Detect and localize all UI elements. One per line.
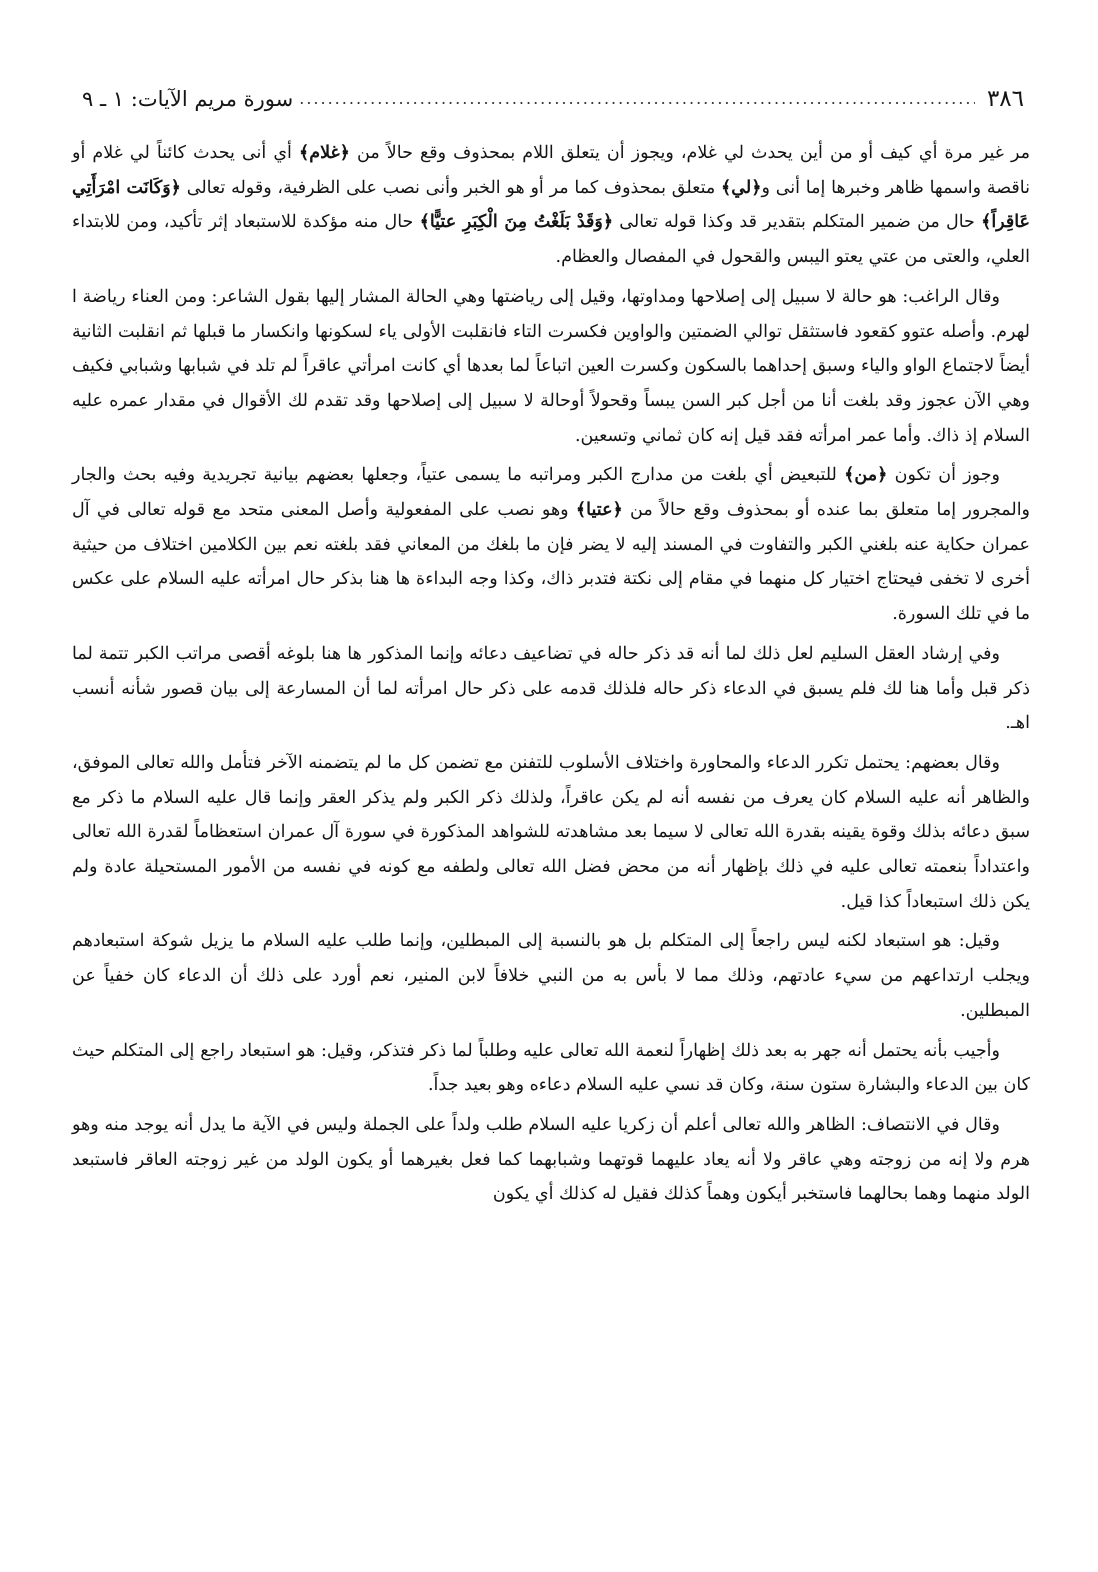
text-run: متعلق بمحذوف كما مر أو هو الخبر وأنى نصب على الظرفية، وقوله تعالى [180,177,722,198]
text-run: وقال بعضهم: يحتمل تكرر الدعاء والمحاورة واختلاف الأسلوب للتفنن مع تضمن كل ما لم يتضمنه الآخر فتأمل والله تعالى الموفق، والظاهر أنه عليه السلام كان يعرف من نفسه أنه لم يكن عاقراً، ولذلك ذكر الكبر ولم يذكر العقر وإنما قال عليه السلام ما ذكر مع سبق دعائه بذلك وقوة يقينه بقدرة الله تعالى لا سيما بعد مشاهدته للشواهد المذكورة في سورة آل عمران استعظاماً لقدرة الله تعالى واعتداداً بنعمته تعالى عليه في ذلك بإظهار أنه من محض فضل الله تعالى ولطفه مع كونه في نفسه من الأمور المستحيلة عادة ولم يكن ذلك استبعاداً كذا قيل. [72,752,1030,912]
text-run: للتبعيض أي بلغت من مدارج الكبر ومراتبه ما يسمى عتياً، وجعلها بعضهم بيانية تجريدية وفيه بحث والجار والمجرور إما متعلق بما عنده أو بمحذوف وقع حالاً من [72,465,1031,521]
paragraph-6 [72,924,1030,1028]
quran-quote: ﴿وَقَدْ بَلَغْتُ مِنَ الْكِبَرِ عتيًّا﴾ [419,212,614,233]
text-run: أي أنى يحدث كائناً لي غلام أو ناقصة واسمها ظاهر وخبرها إما أنى و [72,143,1030,198]
text-run: وقيل: هو استبعاد لكنه ليس راجعاً إلى المتكلم بل هو بالنسبة إلى المبطلين، وإنما طلب عليه السلام ما يزيل شوكة استبعادهم ويجلب ارتداعهم من سيء عادتهم، وذلك مما لا بأس به من النبي خلافاً لابن المنير، نعم أورد على ذلك أن الدعاء كان خفياً عن المبطلين. [72,931,1030,1021]
chapter-title: سورة مريم الآيات: ١ ـ ٩ [82,87,294,111]
text-run: وقال الراغب: هو حالة لا سبيل إلى إصلاحها ومداوتها، وقيل إلى رياضتها وهي الحالة المشار إليها بقول الشاعر: ومن العناء رياضة ا لهرم. وأصله عتوو كقعود فاستثقل توالي الضمتين والواوين فكسرت التاء فانقلبت الأولى ياء لسكونها وانكسار ما قبلها ثم انقلبت الثانية أيضاً لاجتماع الواو والياء وسبق إحداهما بالسكون وكسرت العين اتباعاً لما بعدها أي كانت امرأتي عاقراً لم تلد في شبابها وشبابي فكيف وهي الآن عجوز وقد بلغت أنا من أجل كبر السن يبساً وقحولاً أوحالة لا سبيل إلى إصلاحها وقد تقدم لك الأقوال في مقدار عمره عليه السلام إذ ذاك. وأما عمر امرأته فقد قيل إنه كان ثماني وتسعين. [72,286,1030,446]
text-run: وفي إرشاد العقل السليم لعل ذلك لما أنه قد ذكر حاله في تضاعيف دعائه وإنما المذكور ها هنا بلوغه أقصى مراتب الكبر تتمة لما ذكر قبل وأما هنا لك فلم يسبق في الدعاء ذكر حاله فلذلك قدمه على ذكر حال امرأته لما أن المسارعة إلى بيان قصور شأنه أنسب اهـ. [72,643,1030,734]
quran-quote: ﴿غلام﴾ [299,143,350,163]
running-head [82,82,1024,116]
text-run: وقال في الانتصاف: الظاهر والله تعالى أعلم أن زكريا عليه السلام طلب ولداً على الجملة وليس في الآية ما يدل أنه يوجد منه وهو هرم ولا إنه من زوجته وهي عاقر ولا أنه يعاد عليهما قوتهما وشبابهما كما فعل بغيرهما أو يكون الولد من غير زوجته العاقر فاستبعد الولد منهما وهما بحالهما فاستخبر أيكون وهماً كذلك فقيل له كذلك أي يكون [72,1114,1030,1205]
text-run: وجوز أن تكون [887,465,1000,486]
paragraph-3 [72,458,1030,632]
text-run: حال منه مؤكدة للاستبعاد إثر تأكيد، ومن للابتداء العلي، والعتى من عتي يعتو اليبس والقحول في المفصال والعظام. [72,212,1030,268]
text-run: حال من ضمير المتكلم بتقدير قد وكذا قوله تعالى [613,212,982,233]
text-run: وأجيب بأنه يحتمل أنه جهر به بعد ذلك إظهاراً لنعمة الله تعالى عليه وطلباً لما ذكر فتذكر، وقيل: هو استبعاد راجع إلى المتكلم حيث كان بين الدعاء والبشارة ستون سنة، وكان قد نسي عليه السلام دعاءه وهو بعيد جداً. [72,1040,1030,1096]
paragraph-8 [72,1108,1030,1212]
text-run: وهو نصب على المفعولية وأصل المعنى متحد مع قوله تعالى في آل عمران حكاية عنه بلغني الكبر والتفاوت في المسند إليه لا يضر فإن ما بلغك من المعاني فقد بلغته نعم بين الكلامين اختلاف من حيثية أخرى لا تخفى فيحتاج اختيار كل منهما في مقام إلى نكتة فتدبر ذاك، وكذا وجه البداءة ها هنا بذكر حال امرأته عليه السلام على عكس ما في تلك السورة. [72,500,1030,625]
paragraph-4 [72,637,1030,741]
text-run: مر غير مرة أي كيف أو من أين يحدث لي غلام، ويجوز أن يتعلق اللام بمحذوف وقع حالاً من [349,143,1031,163]
dot-leader [299,85,975,113]
paragraph-5 [72,746,1030,920]
page-number: ٣٨٦ [986,86,1024,112]
paragraph-7 [72,1034,1030,1103]
paragraph-1 [72,136,1030,275]
quran-quote: ﴿عتيا﴾ [575,500,623,521]
quran-quote: ﴿من﴾ [844,465,888,486]
quran-quote: ﴿لي﴾ [721,177,762,198]
paragraph-2 [72,280,1030,454]
quran-quote: ﴿وَكَانَت امْرَأَتِي عَاقِراً﴾ [72,177,1030,233]
body-text [72,136,1030,1217]
